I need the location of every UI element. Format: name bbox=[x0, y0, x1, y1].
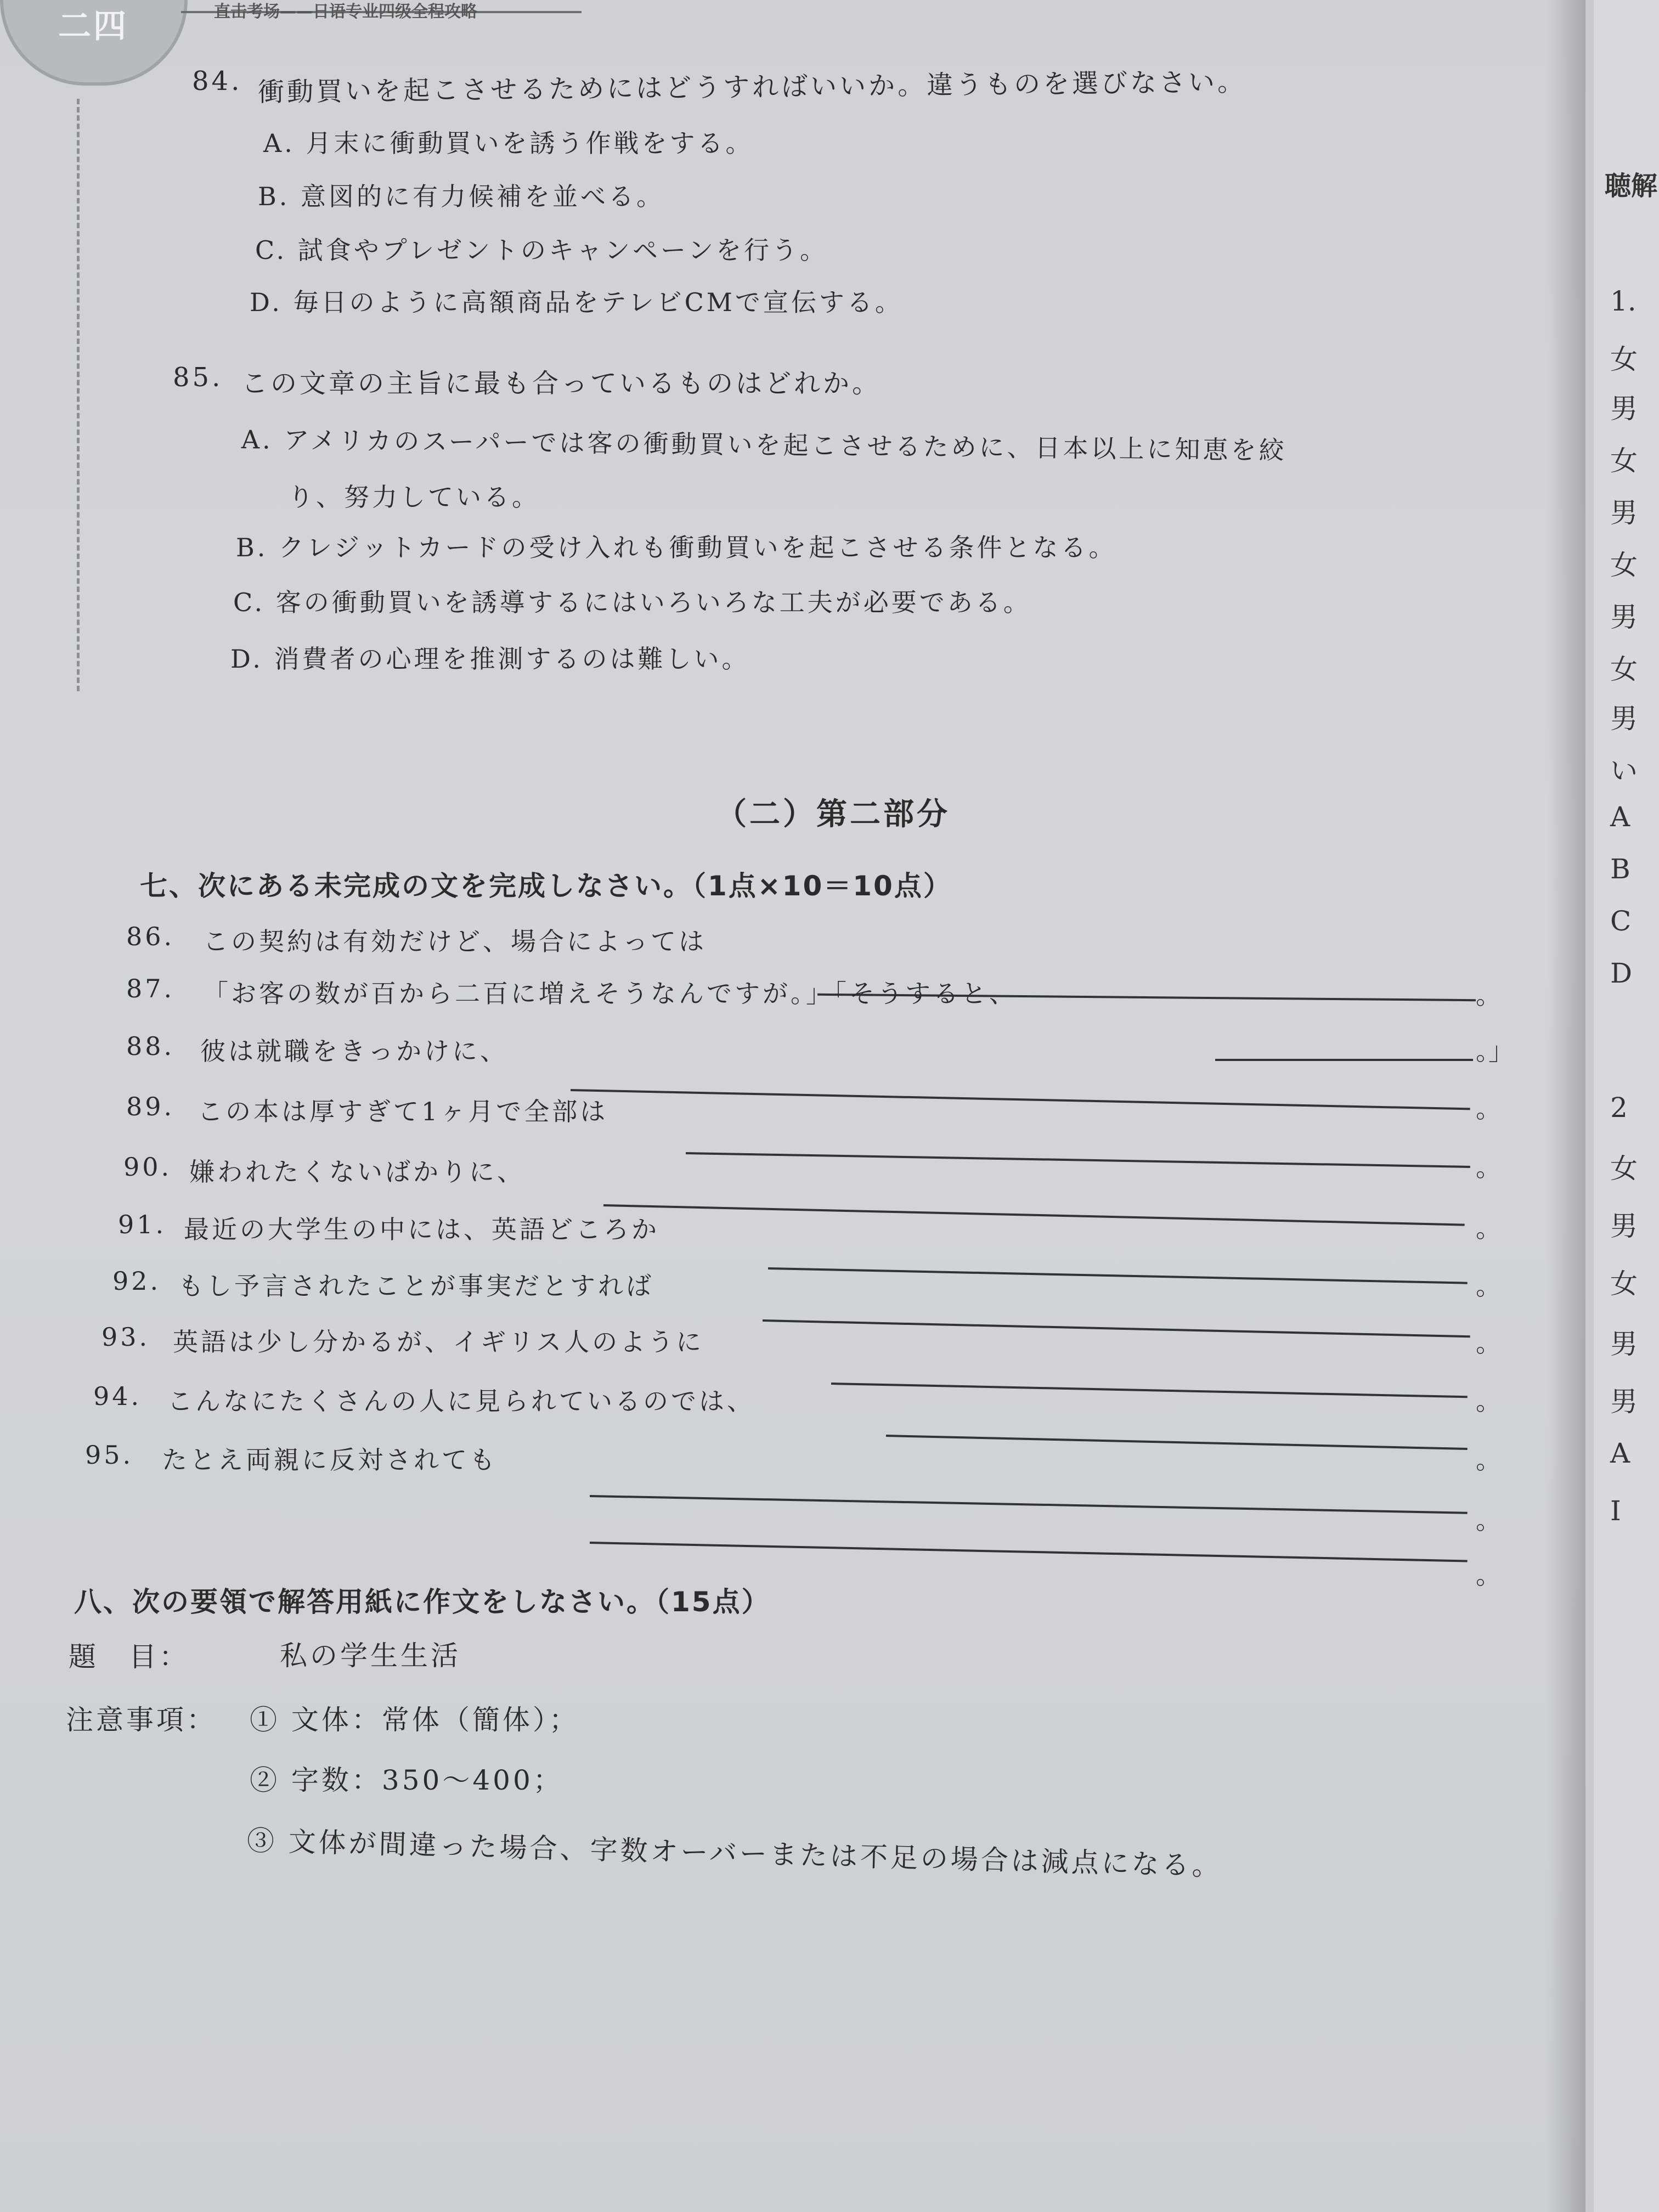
item-text: 「お客の数が百から二百に増えそうなんですが。」「そうすると、 bbox=[203, 979, 1017, 1008]
q84-option-a: A. 月末に衝動買いを誘う作戦をする。 bbox=[263, 128, 754, 158]
next-line: 1. bbox=[1610, 285, 1637, 317]
next-line: C bbox=[1610, 905, 1632, 937]
q84-option-c: C. 試食やプレゼントのキャンペーンを行う。 bbox=[255, 235, 828, 265]
item-number: 92. bbox=[112, 1266, 161, 1296]
q84-number: 84. bbox=[192, 66, 242, 97]
part2-title: （二）第二部分 bbox=[716, 797, 950, 832]
item-end: 。 bbox=[1476, 1153, 1501, 1182]
section7-title: 七、次にある未完成の文を完成しなさい。（1点×10＝10点） bbox=[140, 870, 952, 902]
next-line: 男 bbox=[1610, 703, 1638, 735]
q85-option-a-line1: A. アメリカのスーパーでは客の衝動買いを起こさせるために、日本以上に知恵を絞 bbox=[241, 425, 1287, 465]
item-end: 。 bbox=[1476, 1505, 1501, 1535]
next-line: 男 bbox=[1610, 1386, 1638, 1418]
q85-option-a-line2: り、努力している。 bbox=[288, 482, 540, 512]
page-number-tab bbox=[0, 0, 188, 86]
next-line: A bbox=[1610, 1437, 1630, 1469]
next-line: い bbox=[1610, 755, 1638, 787]
item-number: 87. bbox=[126, 974, 175, 1003]
next-heading: 聴解 bbox=[1605, 171, 1658, 201]
item-number: 95. bbox=[85, 1440, 134, 1470]
item-text: この本は厚すぎて1ヶ月で全部は bbox=[198, 1097, 608, 1126]
next-line: 男 bbox=[1610, 393, 1638, 425]
extra-end: 。 bbox=[1476, 1560, 1501, 1590]
item-number: 86. bbox=[126, 922, 175, 951]
answer-blank-extra[interactable] bbox=[590, 1542, 1468, 1562]
item-text: この契約は有効だけど、場合によっては bbox=[203, 927, 707, 956]
answer-blank[interactable] bbox=[763, 1319, 1470, 1338]
item-number: 94. bbox=[93, 1381, 142, 1411]
item-text: 最近の大学生の中には、英語どころか bbox=[184, 1215, 659, 1244]
next-line: D bbox=[1610, 957, 1633, 989]
next-line: I bbox=[1610, 1495, 1621, 1527]
answer-blank[interactable] bbox=[603, 1204, 1465, 1226]
note-1: ① 文体：常体（簡体）； bbox=[250, 1704, 579, 1736]
item-end: 。 bbox=[1476, 1094, 1501, 1124]
next-line: 女 bbox=[1610, 549, 1638, 581]
item-number: 90. bbox=[123, 1152, 172, 1182]
next-line: 女 bbox=[1610, 343, 1638, 375]
item-number: 91. bbox=[118, 1210, 167, 1239]
page-number: 二四 bbox=[58, 7, 128, 46]
section8-title: 八、次の要領で解答用紙に作文をしなさい。（15点） bbox=[74, 1586, 771, 1618]
next-page-edge bbox=[1594, 0, 1659, 2212]
next-line: A bbox=[1610, 801, 1630, 833]
topic-label: 題 目： bbox=[69, 1641, 189, 1673]
item-end: 。 bbox=[1476, 1386, 1501, 1416]
next-line: 男 bbox=[1610, 601, 1638, 633]
item-text: 英語は少し分かるが、イギリス人のように bbox=[173, 1327, 704, 1357]
item-text: 彼は就職をきっかけに、 bbox=[200, 1036, 508, 1066]
item-text: たとえ両親に反対されても bbox=[162, 1445, 498, 1475]
next-line: 男 bbox=[1610, 1210, 1638, 1242]
item-number: 89. bbox=[126, 1092, 175, 1121]
item-number: 93. bbox=[101, 1322, 150, 1352]
answer-blank[interactable] bbox=[1215, 1059, 1473, 1061]
q85-option-d: D. 消費者の心理を推測するのは難しい。 bbox=[230, 644, 750, 674]
item-end: 。 bbox=[1476, 980, 1501, 1010]
item-text: 嫌われたくないばかりに、 bbox=[189, 1157, 525, 1187]
page-curve-shadow bbox=[1547, 0, 1585, 2212]
q85-stem: この文章の主旨に最も合っているものはどれか。 bbox=[241, 368, 882, 399]
answer-blank[interactable] bbox=[831, 1383, 1468, 1398]
next-line: 女 bbox=[1610, 1268, 1638, 1300]
answer-blank[interactable] bbox=[571, 1089, 1470, 1110]
answer-blank[interactable] bbox=[686, 1152, 1470, 1168]
next-line: 2 bbox=[1610, 1092, 1628, 1124]
q85-number: 85. bbox=[173, 362, 223, 393]
q85-option-b: B. クレジットカードの受け入れも衝動買いを起こさせる条件となる。 bbox=[236, 533, 1117, 562]
item-end: 。」 bbox=[1476, 1036, 1514, 1066]
item-end: 。 bbox=[1476, 1271, 1501, 1301]
topic: 私の学生生活 bbox=[280, 1640, 461, 1672]
item-text: もし予言されたことが事実だとすれば bbox=[178, 1271, 654, 1301]
note-3: ③ 文体が間違った場合、字数オーバーまたは不足の場合は減点になる。 bbox=[246, 1825, 1223, 1882]
binding-margin-line bbox=[77, 99, 80, 691]
q85-option-c: C. 客の衝動買いを誘導するにはいろいろな工夫が必要である。 bbox=[233, 588, 1031, 617]
next-line: 男 bbox=[1610, 497, 1638, 529]
item-end: 。 bbox=[1476, 1328, 1501, 1358]
item-end: 。 bbox=[1476, 1445, 1501, 1475]
next-line: 女 bbox=[1610, 653, 1638, 685]
q84-option-d: D. 毎日のように高額商品をテレビCMで宣伝する。 bbox=[250, 287, 903, 317]
answer-blank[interactable] bbox=[886, 1435, 1468, 1450]
q84-option-b: B. 意図的に有力候補を並べる。 bbox=[258, 182, 665, 211]
next-line: 男 bbox=[1610, 1328, 1638, 1360]
item-number: 88. bbox=[126, 1031, 175, 1061]
item-end: 。 bbox=[1476, 1214, 1501, 1243]
next-line: 女 bbox=[1610, 1153, 1638, 1184]
notes-label: 注意事項： bbox=[66, 1704, 217, 1736]
item-text: こんなにたくさんの人に見られているのでは、 bbox=[167, 1386, 755, 1416]
q84-stem: 衝動買いを起こさせるためにはどうすればいいか。違うものを選びなさい。 bbox=[257, 66, 1247, 108]
next-line: B bbox=[1610, 853, 1630, 885]
answer-blank[interactable] bbox=[590, 1495, 1468, 1514]
next-line: 女 bbox=[1610, 445, 1638, 477]
running-title: 直击考场——日语专业四级全程攻略 bbox=[214, 2, 477, 21]
answer-blank[interactable] bbox=[768, 1267, 1468, 1284]
note-2: ② 字数：350～400； bbox=[250, 1764, 563, 1796]
